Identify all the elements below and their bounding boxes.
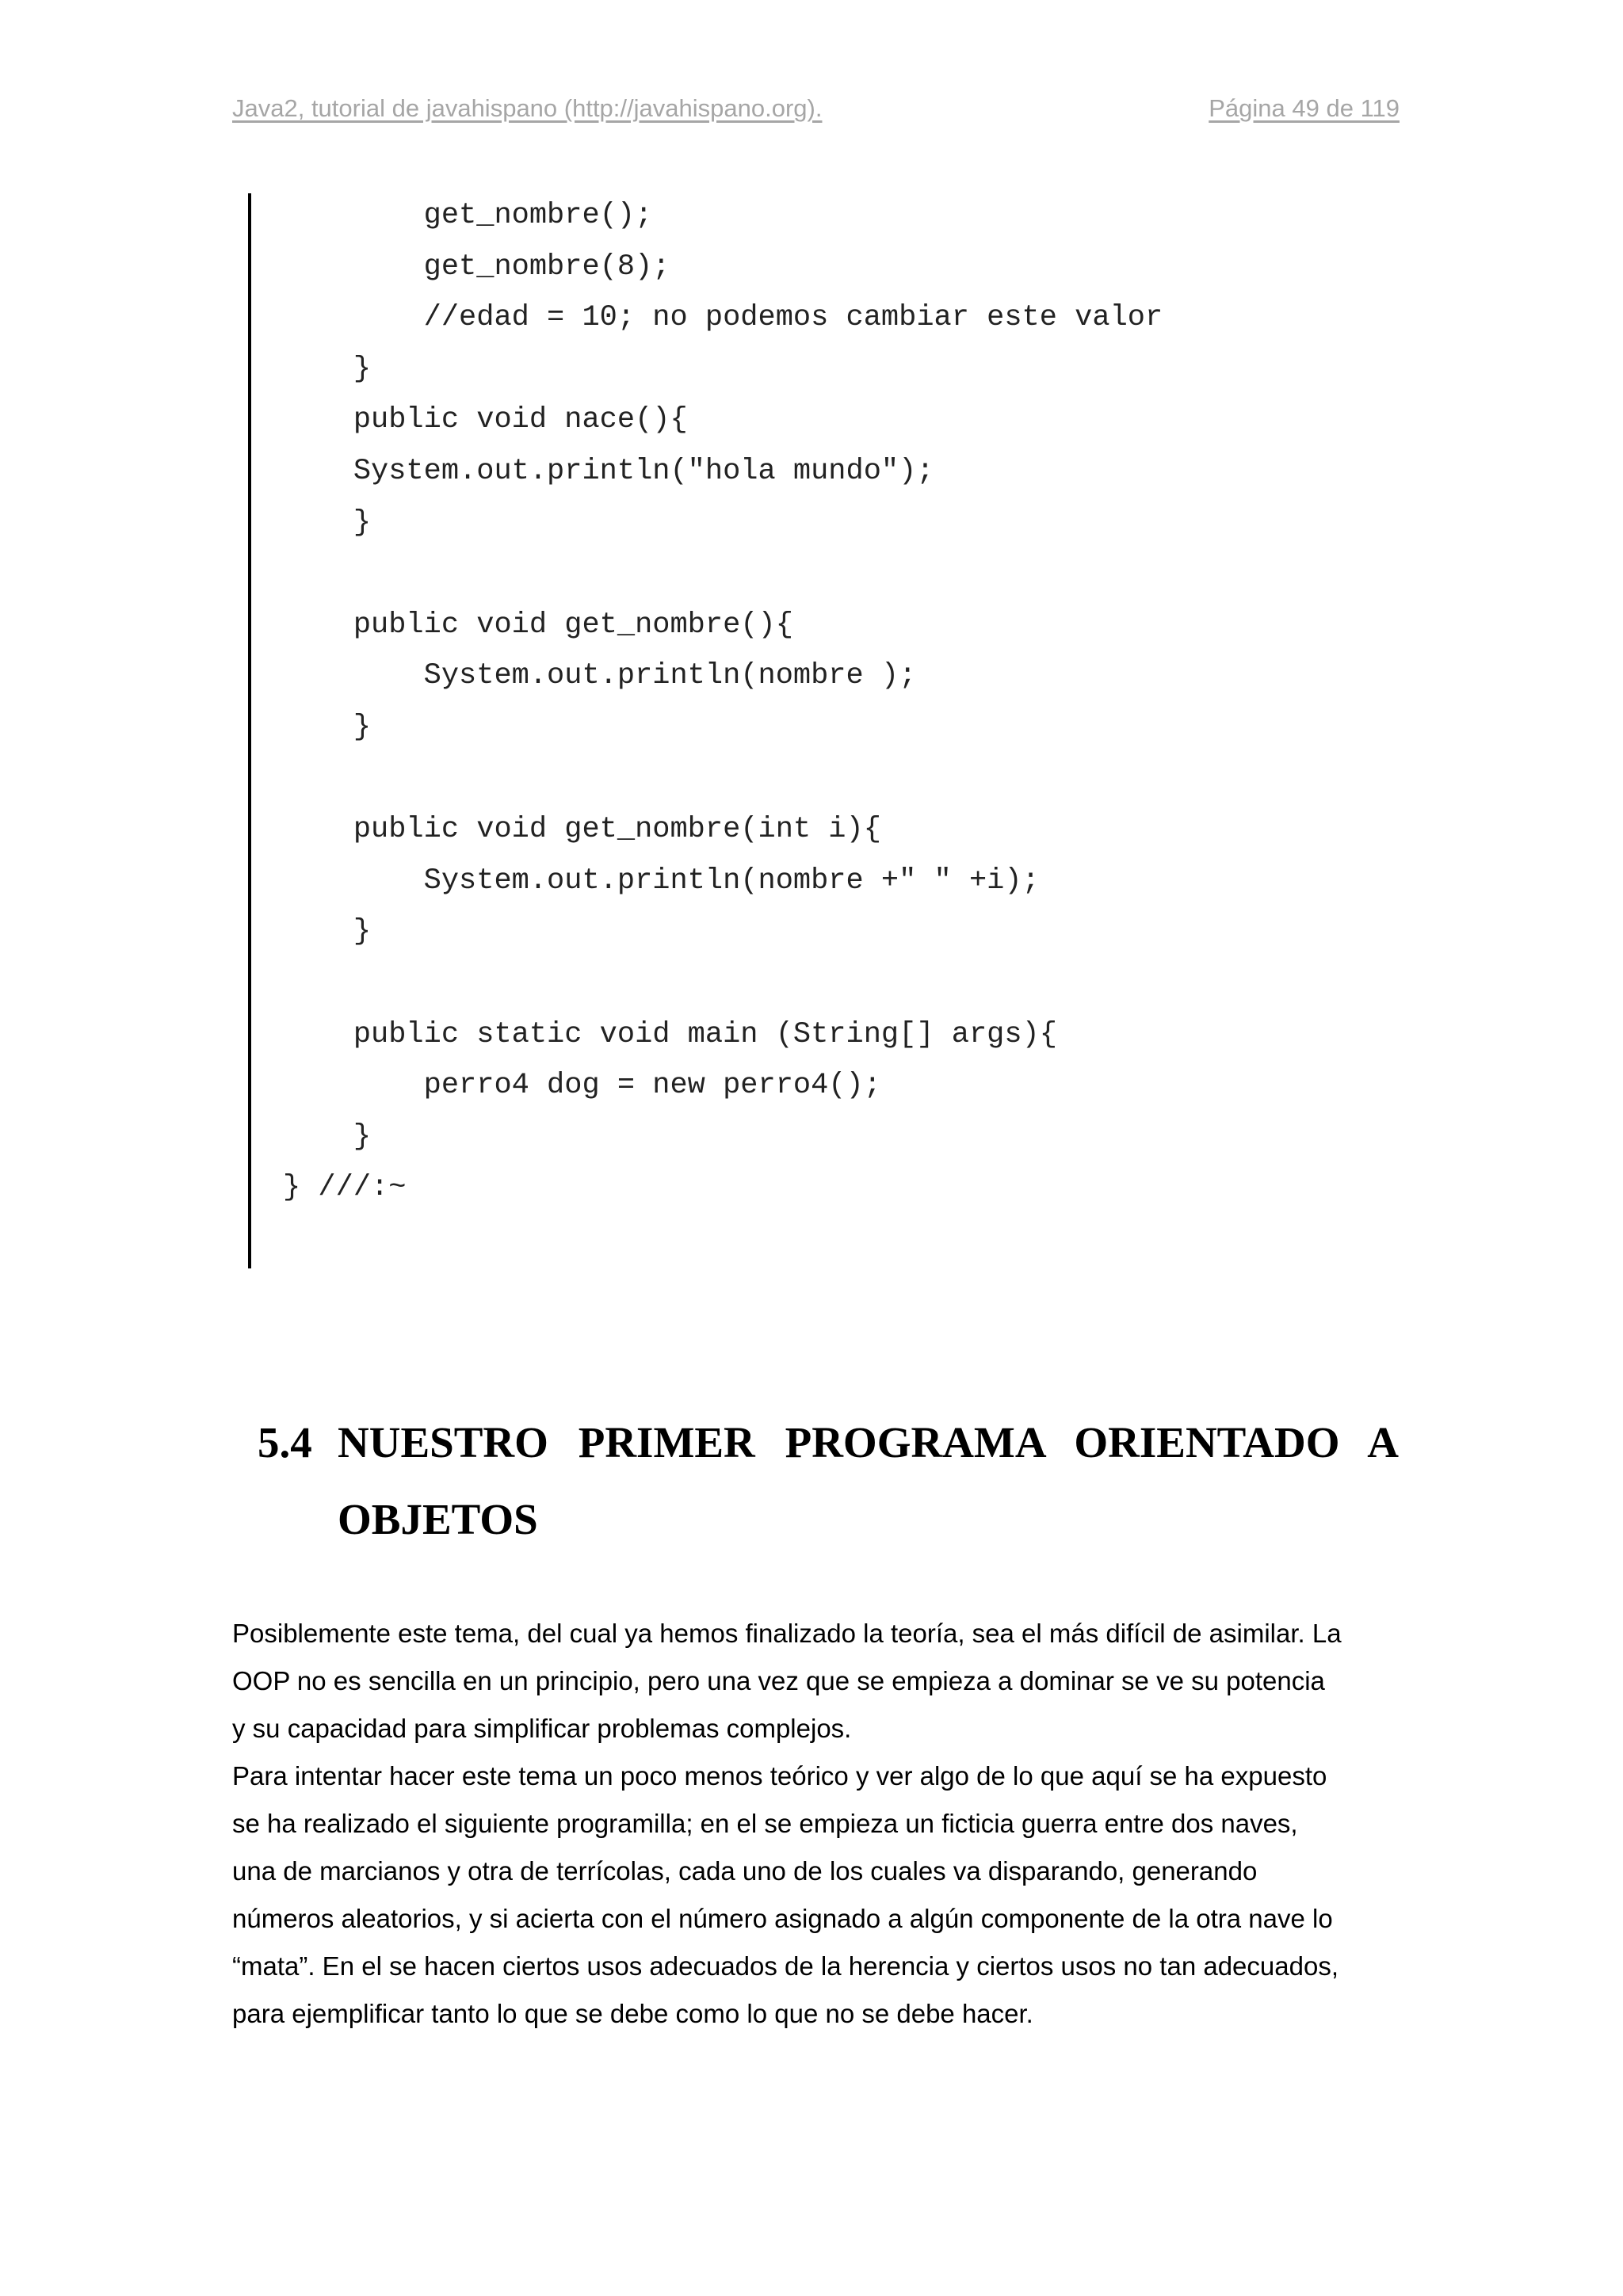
paragraph-line: para ejemplificar tanto lo que se debe como lo que no se debe hacer. — [232, 1999, 1033, 2028]
paragraph-line: y su capacidad para simplificar problemas complejos. — [232, 1714, 852, 1743]
code-line: System.out.println(nombre ); — [283, 659, 917, 693]
paragraph-line: Posiblemente este tema, del cual ya hemos finalizado la teoría, sea el más difícil de asimilar. La — [232, 1619, 1342, 1648]
code-line: } — [283, 352, 372, 386]
code-line: System.out.println("hola mundo"); — [283, 454, 934, 488]
code-line: } — [283, 915, 372, 949]
code-line: public void get_nombre(){ — [283, 608, 793, 642]
code-line: public void nace(){ — [283, 403, 688, 437]
code-line: perro4 dog = new perro4(); — [283, 1069, 881, 1103]
code-line: } — [283, 710, 372, 744]
paragraph-line: Para intentar hacer este tema un poco menos teórico y ver algo de lo que aquí se ha expuesto — [232, 1761, 1327, 1791]
paragraph-line: una de marcianos y otra de terrícolas, cada uno de los cuales va disparando, generando — [232, 1856, 1258, 1886]
section-number: 5.4 — [258, 1418, 312, 1466]
section-heading — [258, 1404, 1399, 1558]
code-line: public static void main (String[] args){ — [283, 1017, 1057, 1051]
section-title-line-1: NUESTRO PRIMER PROGRAMA ORIENTADO A — [338, 1418, 1399, 1466]
code-line: get_nombre(); — [283, 199, 653, 232]
paragraph-line: “mata”. En el se hacen ciertos usos adecuados de la herencia y ciertos usos no tan adecuados, — [232, 1951, 1338, 1981]
body-paragraph — [232, 1610, 1403, 2038]
code-line — [283, 753, 1163, 805]
code-line: get_nombre(8); — [283, 250, 670, 284]
code-listing — [283, 190, 1163, 1214]
code-line: } — [283, 1119, 372, 1154]
code-line: System.out.println(nombre +" " +i); — [283, 864, 1040, 898]
paragraph-line: se ha realizado el siguiente programilla; en el se empieza un ficticia guerra entre dos naves, — [232, 1809, 1298, 1838]
running-header-title: Java2, tutorial de javahispano (http://javahispano.org). — [232, 94, 823, 122]
code-line: } — [283, 505, 372, 540]
code-line: } ///:~ — [283, 1171, 407, 1205]
code-line: //edad = 10; no podemos cambiar este valor — [283, 301, 1163, 335]
code-margin-rule — [248, 193, 251, 1268]
section-title — [338, 1404, 1399, 1558]
paragraph-line: OOP no es sencilla en un principio, pero una vez que se empieza a dominar se ve su potencia — [232, 1666, 1325, 1695]
code-line — [283, 548, 1163, 600]
code-line: public void get_nombre(int i){ — [283, 813, 881, 847]
page-number: Página 49 de 119 — [1209, 94, 1400, 122]
section-title-line-2: OBJETOS — [338, 1495, 538, 1543]
code-line — [283, 958, 1163, 1009]
paragraph-line: números aleatorios, y si acierta con el número asignado a algún componente de la otra nave lo — [232, 1904, 1333, 1933]
